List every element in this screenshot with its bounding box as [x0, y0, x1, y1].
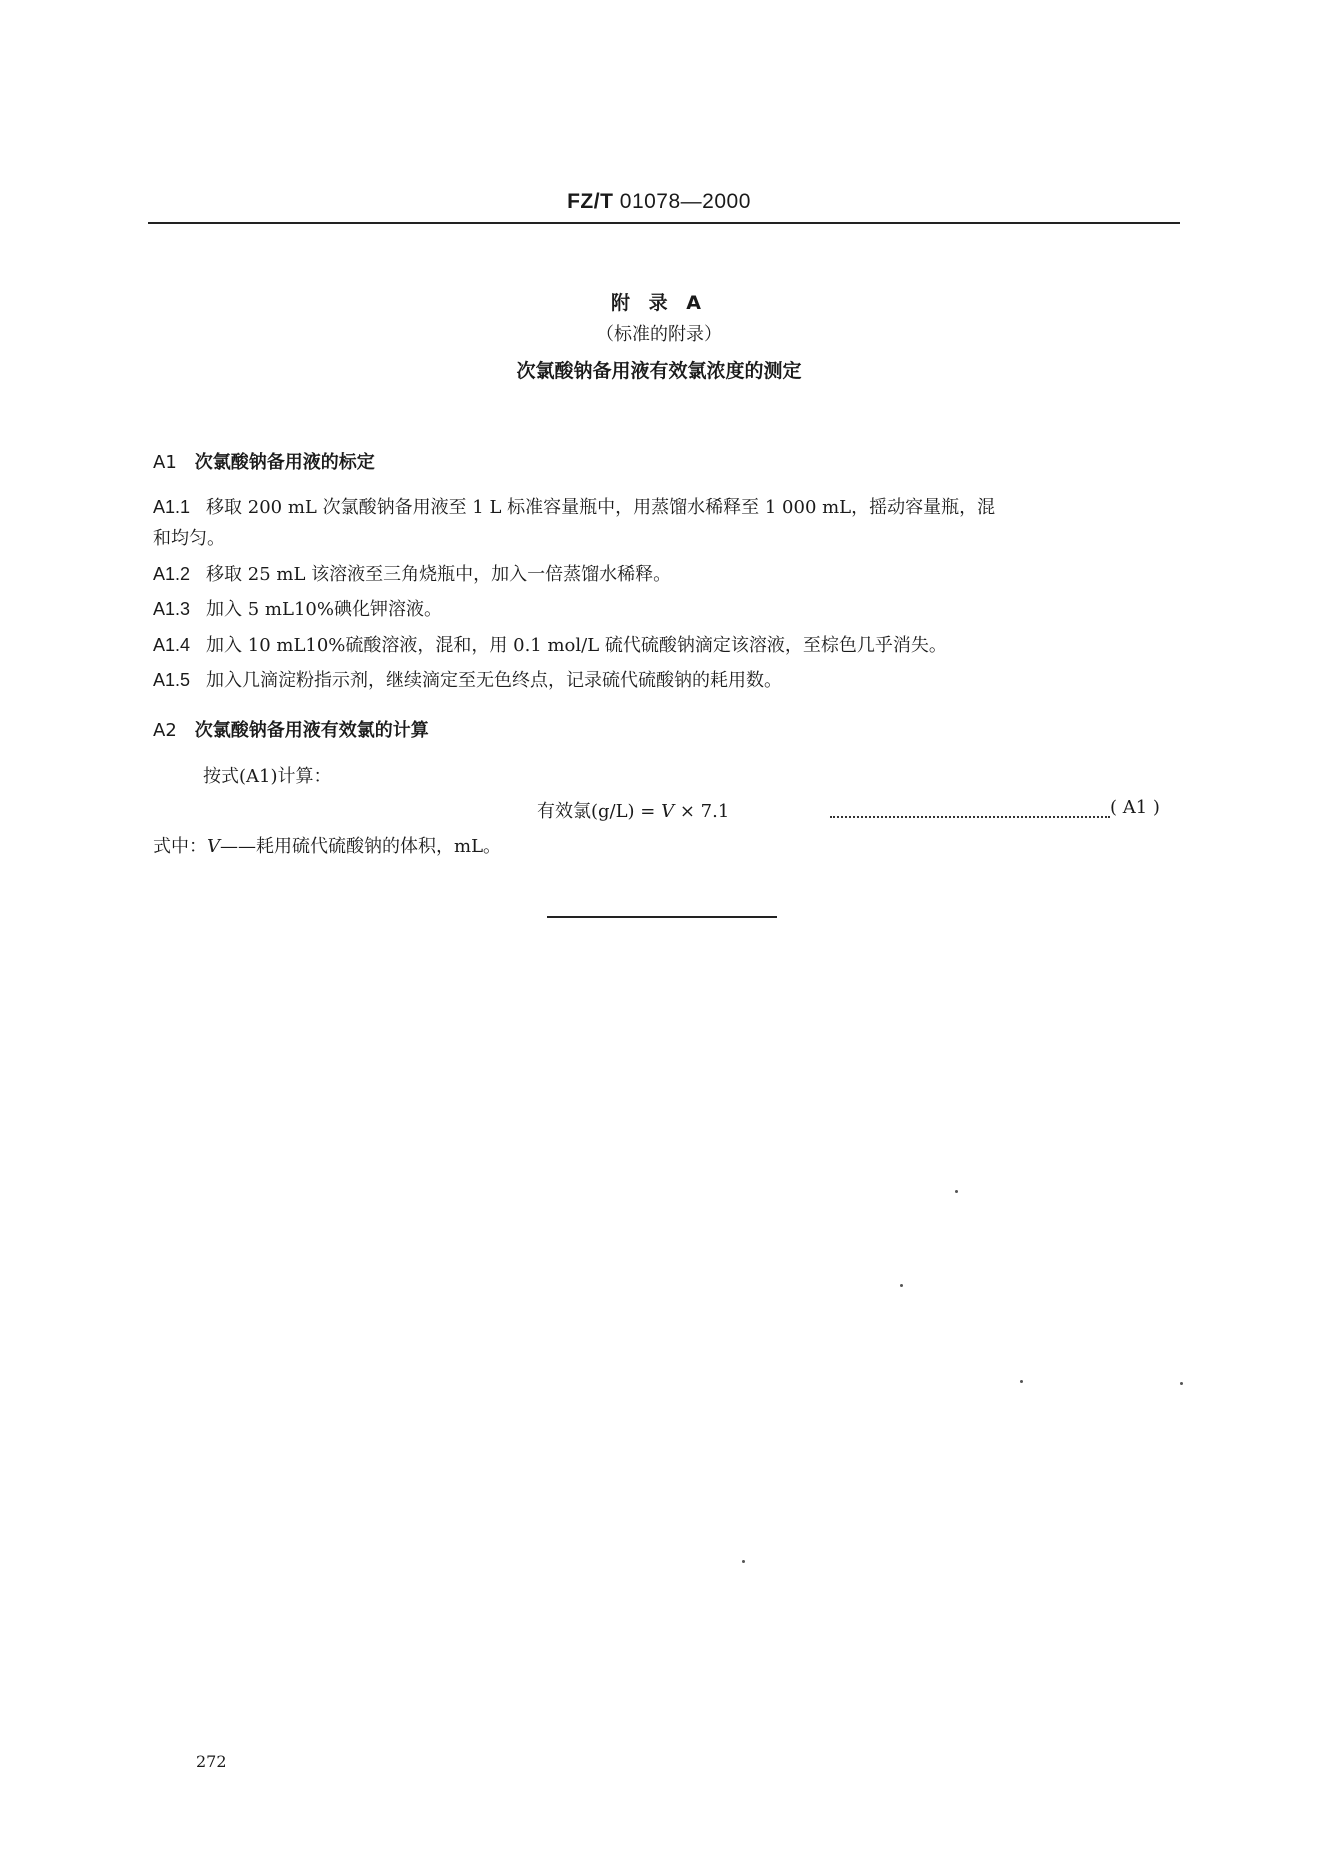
appendix-heading: 次氯酸钠备用液有效氯浓度的测定 [516, 360, 802, 382]
clause-a1-5 [153, 665, 1183, 696]
section-title: 次氯酸钠备用液的标定 [194, 452, 375, 473]
standard-number [0, 190, 1318, 214]
scan-speck [955, 1190, 958, 1193]
scan-speck [1020, 1380, 1023, 1383]
standard-prefix: FZ/T [567, 190, 614, 213]
section-number: A1 [153, 452, 177, 473]
standard-code: 01078—2000 [619, 190, 751, 213]
formula [537, 797, 729, 823]
formula-variable: V [661, 801, 675, 822]
clause-text: 加入 10 mL10%硫酸溶液，混和，用 0.1 mol/L 硫代硫酸钠滴定该溶液，至棕色几乎消失。 [206, 635, 947, 656]
scan-speck [1180, 1382, 1183, 1385]
clause-text: 加入 5 mL10%碘化钾溶液。 [206, 599, 442, 620]
clause-a1-1-continued [153, 523, 1183, 554]
clause-a1-3 [153, 594, 1183, 625]
appendix-subtitle: （标准的附录） [596, 324, 722, 345]
section-number: A2 [153, 720, 177, 741]
formula-lhs: 有效氯(g/L) = [537, 801, 662, 822]
formula-intro: 按式(A1)计算： [203, 766, 332, 787]
clause-number: A1.3 [153, 599, 191, 619]
clause-a1-1 [153, 492, 1183, 523]
section-heading-a1 [153, 448, 375, 474]
clause-a1-2 [153, 559, 1183, 590]
clause-number: A1.2 [153, 564, 191, 584]
header-rule [148, 222, 1180, 224]
scan-speck [742, 1560, 745, 1563]
formula-rhs: × 7.1 [674, 801, 730, 822]
scan-speck [900, 1284, 903, 1287]
appendix-title: 附 录 A [611, 292, 707, 314]
section-title: 次氯酸钠备用液有效氯的计算 [194, 720, 429, 741]
clause-number: A1.5 [153, 670, 191, 690]
page-number: 272 [196, 1752, 227, 1771]
clause-a1-4 [153, 630, 1183, 661]
clause-text: 加入几滴淀粉指示剂，继续滴定至无色终点，记录硫代硫酸钠的耗用数。 [206, 670, 783, 691]
where-definition: ——耗用硫代硫酸钠的体积，mL。 [220, 836, 502, 857]
section-heading-a2 [153, 716, 429, 742]
formula-leader-dots [830, 806, 1110, 818]
clause-text: 移取 200 mL 次氯酸钠备用液至 1 L 标准容量瓶中，用蒸馏水稀释至 1 000 mL，摇动容量瓶，混 [206, 497, 996, 518]
formula-number: ( A1 ) [1110, 797, 1160, 818]
variable-definition [153, 832, 501, 858]
where-prefix: 式中： [153, 836, 207, 857]
where-variable: V [207, 836, 220, 857]
clause-text: 移取 25 mL 该溶液至三角烧瓶中，加入一倍蒸馏水稀释。 [206, 564, 672, 585]
end-of-appendix-rule [547, 916, 777, 918]
clause-number: A1.4 [153, 635, 191, 655]
clause-number: A1.1 [153, 497, 191, 517]
clause-text: 和均匀。 [153, 528, 225, 549]
